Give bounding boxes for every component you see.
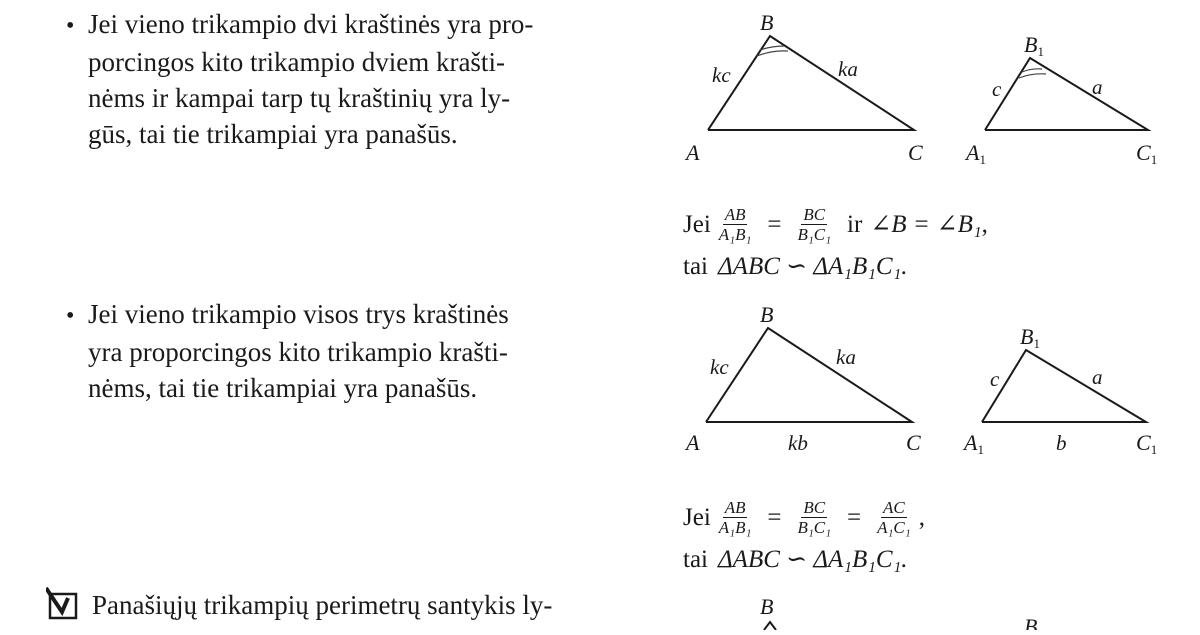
side-a1b1-label: c	[990, 367, 1000, 391]
triangle-a1b1c1	[982, 350, 1146, 422]
formula-jei: Jei	[683, 210, 711, 238]
rule-line: Jei vieno trikampio visos trys kraštinės	[88, 299, 509, 329]
similarity-statement: ΔABC ∽ ΔA₁B₁C₁.	[718, 545, 908, 573]
side-ab-label: kc	[712, 63, 731, 87]
vertex-b1: B1	[1024, 32, 1044, 59]
perimeter-note	[46, 586, 552, 627]
rule-line: porcingos kito trikampio dviem krašti-	[88, 47, 505, 77]
rule-side-angle-side	[66, 6, 648, 152]
vertex-a1: A1	[966, 140, 986, 167]
side-ab-label: kc	[710, 355, 729, 379]
fraction: $\frac{AB}{\text{A₁B₁}}$	[718, 497, 752, 537]
formula-tai: tai	[683, 252, 708, 280]
angle-b: ∠B	[870, 210, 907, 238]
fraction: $\frac{AB}{\text{A₁B₁}}$	[718, 204, 752, 244]
vertex-c: C	[908, 140, 923, 165]
figure-sss-triangles	[680, 300, 1180, 470]
formula-sas: Jei $\frac{AB}{\text{A₁B₁}}$ = $\frac{BC}{\text{B₁C₁}}$ ir ∠B = ∠B₁ , tai ΔABC ∽ ΔA₁B₁C₁.	[683, 204, 988, 280]
fraction: $\frac{BC}{\text{B₁C₁}}$	[797, 497, 832, 537]
vertex-b: B	[760, 10, 774, 35]
fraction: $\frac{AC}{\text{A₁C₁}}$	[877, 497, 911, 537]
side-bc-label: ka	[836, 345, 856, 369]
rule-line: yra proporcingos kito trikampio krašti-	[88, 337, 508, 367]
perimeter-note-text: Panašiųjų trikampių perimetrų santykis ly-	[92, 590, 553, 620]
side-b1c1-label: a	[1092, 75, 1103, 99]
rule-line: gūs, tai tie trikampiai yra panašūs.	[88, 119, 458, 149]
vertex-a: A	[686, 140, 700, 165]
vertex-b1: B1	[1020, 324, 1040, 351]
similarity-statement: ΔABC ∽ ΔA₁B₁C₁.	[718, 252, 908, 280]
side-a1b1-label: c	[992, 77, 1002, 101]
bullet: •	[66, 303, 75, 329]
check-box-icon	[46, 586, 86, 627]
triangle-abc	[706, 328, 912, 422]
vertex-a1: A1	[964, 430, 984, 457]
fraction: $\frac{BC}{\text{B₁C₁}}$	[797, 204, 832, 244]
vertex-c: C	[906, 430, 921, 455]
formula-sss: Jei $\frac{AB}{\text{A₁B₁}}$ = $\frac{BC}{\text{B₁C₁}}$ = $\frac{AC}{\text{A₁C₁}}$ , tai ΔABC ∽ ΔA₁B₁C₁.	[683, 497, 925, 573]
rule-line: nėms ir kampai tarp tų kraštinių yra ly-	[88, 83, 511, 113]
bullet: •	[66, 13, 75, 39]
triangle-abc	[708, 36, 914, 130]
vertex-c1: C1	[1136, 430, 1158, 457]
angle-b1: ∠B₁	[936, 210, 982, 238]
vertex-b1: B	[1024, 614, 1038, 630]
triangle-a1b1c1	[985, 58, 1148, 130]
side-ac-label: kb	[788, 431, 808, 455]
side-a1c1-label: b	[1056, 431, 1067, 455]
side-bc-label: ka	[838, 57, 858, 81]
figure-sas-triangles	[680, 6, 1180, 181]
rule-line: nėms, tai tie trikampiai yra panašūs.	[88, 373, 478, 403]
formula-tai: tai	[683, 545, 708, 573]
figure-perimeter-triangles	[680, 590, 1180, 635]
rule-side-side-side	[66, 296, 648, 406]
vertex-b: B	[760, 594, 774, 619]
vertex-c1: C1	[1136, 140, 1158, 167]
rule-line: Jei vieno trikampio dvi kraštinės yra pro-	[88, 9, 534, 39]
vertex-a: A	[686, 430, 700, 455]
vertex-b: B	[760, 302, 774, 327]
formula-jei: Jei	[683, 503, 711, 531]
side-b1c1-label: a	[1092, 365, 1103, 389]
